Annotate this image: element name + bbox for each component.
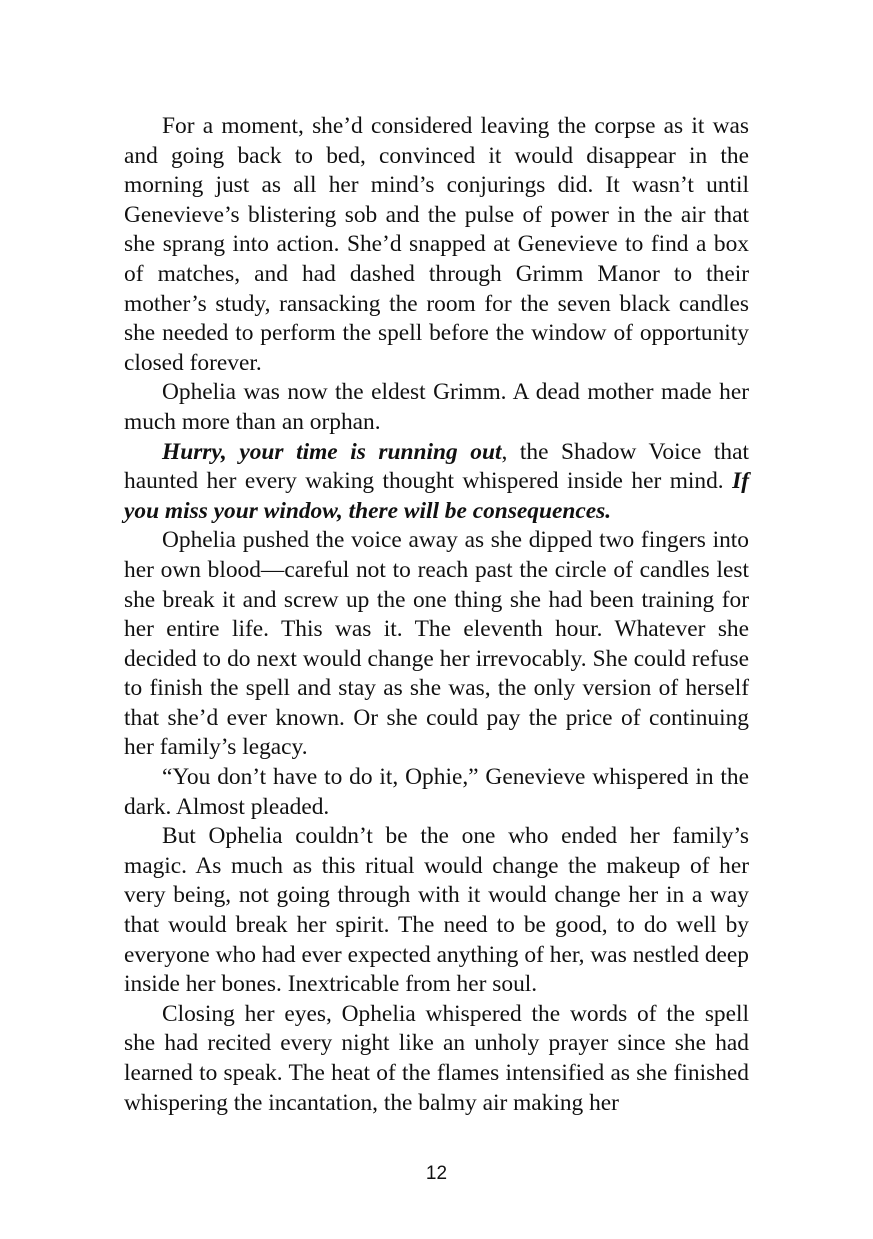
paragraph-3-text: , the Shadow Voice that haunted her every waking thought whispered inside her mind. bbox=[124, 438, 750, 495]
page-body bbox=[124, 112, 749, 1118]
shadow-voice-italic-2: If you miss your window, there will be consequences. bbox=[124, 468, 749, 524]
paragraph-5: “You don’t have to do it, Ophie,” Genevieve whispered in the dark. Almost pleaded. bbox=[124, 764, 749, 820]
shadow-voice-italic-1: Hurry, your time is running out bbox=[162, 438, 502, 465]
paragraph-4: Ophelia pushed the voice away as she dipped two fingers into her own blood—careful not to reach past the circle of candles lest she break it and screw up the one thing she had been training for her entire life. This was it. The eleventh hour. Whatever she decided to do next would change her irrevocably. She could refuse to finish the spell and stay as she was, the only version of herself that she’d ever known. Or she could pay the price of continuing her family’s legacy. bbox=[124, 527, 749, 761]
paragraph-6: But Ophelia couldn’t be the one who ended her family’s magic. As much as this ritual would change the makeup of her very being, not going through with it would change her in a way that would break her spirit. The need to be good, to do well by everyone who had ever expected anything of her, was nestled deep inside her bones. Inextricable from her soul. bbox=[124, 823, 749, 998]
paragraph-3 bbox=[124, 438, 749, 527]
page-number: 12 bbox=[425, 1163, 448, 1184]
paragraph-1: For a moment, she’d considered leaving the corpse as it was and going back to bed, convinced it would disappear in the morning just as all her mind’s conjurings did. It wasn’t until Genevieve’s blistering sob and the pulse of power in the air that she sprang into action. She’d snapped at Genevieve to find a box of matches, and had dashed through Grimm Manor to their mother’s study, ransacking the room for the seven black candles she needed to perform the spell before the window of opportunity closed forever. bbox=[124, 113, 749, 376]
paragraph-7: Closing her eyes, Ophelia whispered the words of the spell she had recited every night like an unholy prayer since she had learned to speak. The heat of the flames intensified as she finished whispering the incantation, the balmy air making her bbox=[124, 1000, 749, 1116]
paragraph-2: Ophelia was now the eldest Grimm. A dead mother made her much more than an orphan. bbox=[124, 379, 749, 435]
